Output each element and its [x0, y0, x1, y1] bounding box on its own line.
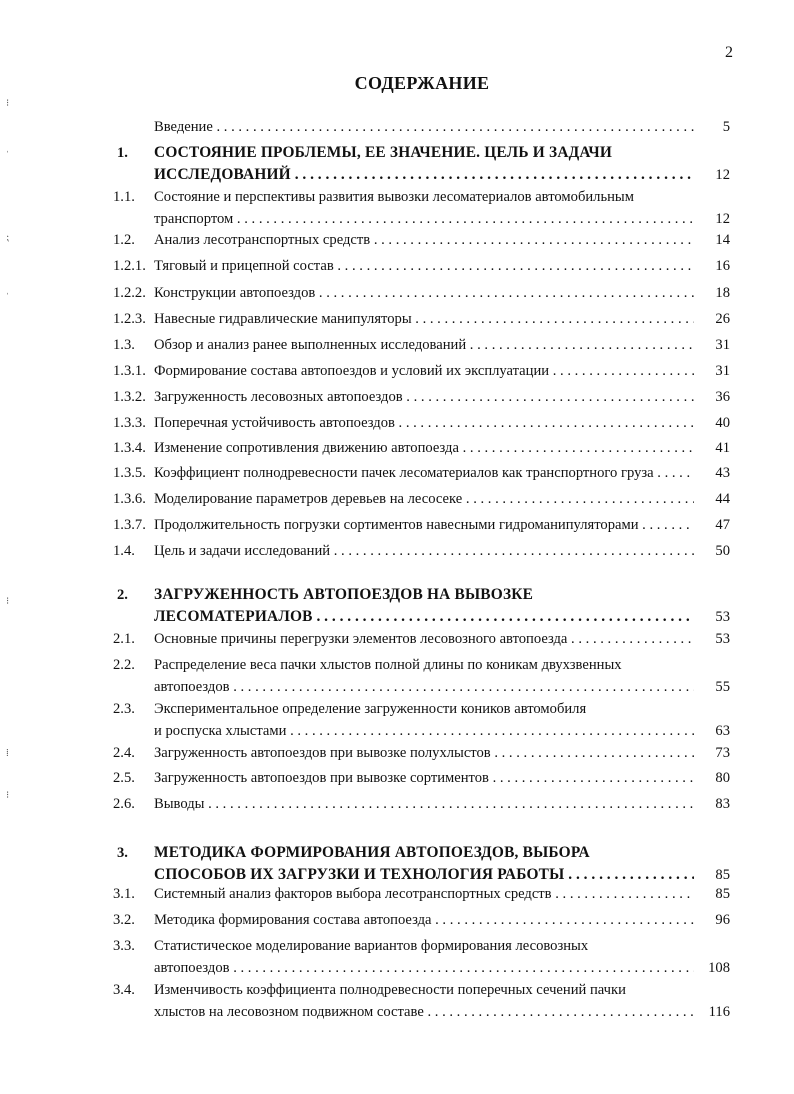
toc-entry-title: Формирование состава автопоездов и условий их эксплуатации . . .: [154, 360, 694, 382]
scan-mark: ˈ: [6, 292, 10, 303]
toc-entry-title: автопоездов . . .: [154, 676, 694, 698]
toc-entry-number: 2.: [117, 587, 128, 603]
toc-entry-number: 2.4.: [113, 745, 135, 761]
toc-entry-title: Выводы . . .: [154, 793, 694, 815]
toc-entry-number: 3.2.: [113, 912, 135, 928]
scan-mark: ⁝: [6, 98, 10, 109]
toc-entry-page: 55: [715, 679, 730, 695]
toc-entry-title: Навесные гидравлические манипуляторы . . .: [154, 308, 694, 330]
toc-entry-title: Загруженность автопоездов при вывозке полухлыстов . . .: [154, 742, 694, 764]
toc-entry-page: 116: [708, 1004, 730, 1020]
toc-entry-page: 50: [715, 543, 730, 559]
toc-entry-title: Основные причины перегрузки элементов лесовозного автопоезда . . .: [154, 628, 694, 650]
toc-entry-title: Загруженность автопоездов при вывозке сортиментов . . .: [154, 767, 694, 789]
toc-entry-number: 2.3.: [113, 701, 135, 717]
toc-entry-page: 85: [715, 886, 730, 902]
toc-entry-number: 2.1.: [113, 631, 135, 647]
toc-entry-number: 1.3.: [113, 337, 135, 353]
toc-entry-title: Изменение сопротивления движению автопоезда . . .: [154, 437, 694, 459]
toc-entry-page: 5: [722, 119, 730, 135]
scan-mark: ˈ: [6, 150, 10, 161]
toc-entry-number: 2.5.: [113, 770, 135, 786]
toc-entry-page: 40: [715, 415, 730, 431]
toc-entry-title: Поперечная устойчивость автопоездов . . .: [154, 412, 694, 434]
toc-entry-number: 1.3.5.: [113, 465, 146, 481]
toc-entry-title: Экспериментальное определение загруженности коников автомобиля: [154, 701, 587, 717]
toc-entry-title: Загруженность лесовозных автопоездов . . .: [154, 386, 694, 408]
toc-entry-number: 1.3.6.: [113, 491, 146, 507]
toc-entry-number: 3.1.: [113, 886, 135, 902]
toc-entry-title: Продолжительность погрузки сортиментов навесными гидроманипуляторами . . .: [154, 514, 694, 536]
toc-entry-page: 53: [715, 631, 730, 647]
toc-entry-title: ИССЛЕДОВАНИЙ . . .: [154, 164, 694, 186]
toc-entry-title: ЛЕСОМАТЕРИАЛОВ . . .: [154, 606, 694, 628]
toc-entry-page: 73: [715, 745, 730, 761]
toc-entry-page: 47: [715, 517, 730, 533]
scan-mark: ⁞: [6, 748, 9, 759]
toc-entry-title: Цель и задачи исследований . . .: [154, 540, 694, 562]
toc-entry-title: Обзор и анализ ранее выполненных исследований . . .: [154, 334, 694, 356]
toc-entry-page: 31: [715, 363, 730, 379]
toc-entry-number: 3.: [117, 845, 128, 861]
toc-entry-title: СОСТОЯНИЕ ПРОБЛЕМЫ, ЕЕ ЗНАЧЕНИЕ. ЦЕЛЬ И ЗАДАЧИ: [154, 144, 613, 161]
toc-entry-title: Распределение веса пачки хлыстов полной длины по коникам двухзвенных: [154, 657, 622, 673]
scan-mark: ⁏: [6, 232, 10, 243]
toc-entry-title: ЗАГРУЖЕННОСТЬ АВТОПОЕЗДОВ НА ВЫВОЗКЕ: [154, 586, 534, 603]
toc-entry-number: 1.4.: [113, 543, 135, 559]
toc-entry-page: 85: [715, 867, 730, 883]
toc-entry-page: 43: [715, 465, 730, 481]
toc-entry-number: 1.3.3.: [113, 415, 146, 431]
toc-entry-title: Моделирование параметров деревьев на лесосеке . . .: [154, 488, 694, 510]
toc-entry-number: 1.2.2.: [113, 285, 146, 301]
toc-entry-number: 1.3.2.: [113, 389, 146, 405]
toc-entry-title: Состояние и перспективы развития вывозки лесоматериалов автомобильным: [154, 189, 634, 205]
toc-entry-page: 16: [715, 258, 730, 274]
toc-entry-number: 1.3.4.: [113, 440, 146, 456]
toc-entry-page: 53: [715, 609, 730, 625]
toc-entry-number: 3.4.: [113, 982, 135, 998]
toc-entry-number: 1.2.1.: [113, 258, 146, 274]
toc-entry-title: МЕТОДИКА ФОРМИРОВАНИЯ АВТОПОЕЗДОВ, ВЫБОРА: [154, 844, 590, 861]
toc-entry-title: Изменчивость коэффициента полнодревесности поперечных сечений пачки: [154, 982, 626, 998]
toc-entry-title: Статистическое моделирование вариантов формирования лесовозных: [154, 938, 589, 954]
page-title: СОДЕРЖАНИЕ: [354, 73, 490, 93]
toc-entry-number: 2.6.: [113, 796, 135, 812]
toc-entry-title: Тяговый и прицепной состав . . .: [154, 255, 694, 277]
scan-mark: ⁝: [6, 596, 10, 607]
toc-entry-number: 1.3.1.: [113, 363, 146, 379]
toc-entry-page: 44: [715, 491, 730, 507]
toc-entry-page: 83: [715, 796, 730, 812]
toc-entry-page: 36: [715, 389, 730, 405]
toc-entry-title: автопоездов . . .: [154, 957, 694, 979]
toc-entry-number: 1.2.3.: [113, 311, 146, 327]
toc-entry-number: 3.3.: [113, 938, 135, 954]
toc-entry-page: 14: [715, 232, 730, 248]
toc-entry-title: Введение . . .: [154, 116, 694, 138]
toc-entry-page: 31: [715, 337, 730, 353]
toc-entry-title: Системный анализ факторов выбора лесотранспортных средств . . .: [154, 883, 694, 905]
toc-entry-title: и роспуска хлыстами . . .: [154, 720, 694, 742]
toc-entry-number: 2.2.: [113, 657, 135, 673]
toc-entry-number: 1.3.7.: [113, 517, 146, 533]
toc-entry-page: 18: [715, 285, 730, 301]
toc-entry-title: СПОСОБОВ ИХ ЗАГРУЗКИ И ТЕХНОЛОГИЯ РАБОТЫ . . .: [154, 864, 694, 886]
toc-entry-page: 108: [708, 960, 730, 976]
toc-entry-page: 96: [715, 912, 730, 928]
toc-entry-number: 1.: [117, 145, 128, 161]
toc-entry-page: 80: [715, 770, 730, 786]
toc-entry-title: Методика формирования состава автопоезда . . .: [154, 909, 694, 931]
toc-entry-page: 41: [715, 440, 730, 456]
toc-entry-number: 1.2.: [113, 232, 135, 248]
page-number: 2: [725, 44, 733, 61]
toc-entry-title: Конструкции автопоездов . . .: [154, 282, 694, 304]
toc-entry-number: 1.1.: [113, 189, 135, 205]
toc-entry-page: 12: [715, 167, 730, 183]
toc-entry-title: Анализ лесотранспортных средств . . .: [154, 229, 694, 251]
toc-entry-title: хлыстов на лесовозном подвижном составе . . .: [154, 1001, 694, 1023]
scan-mark: ⁝: [6, 790, 10, 801]
toc-entry-title: транспортом . . .: [154, 208, 694, 230]
toc-entry-title: Коэффициент полнодревесности пачек лесоматериалов как транспортного груза . . .: [154, 462, 694, 484]
toc-entry-page: 63: [715, 723, 730, 739]
toc-entry-page: 26: [715, 311, 730, 327]
toc-entry-page: 12: [715, 211, 730, 227]
